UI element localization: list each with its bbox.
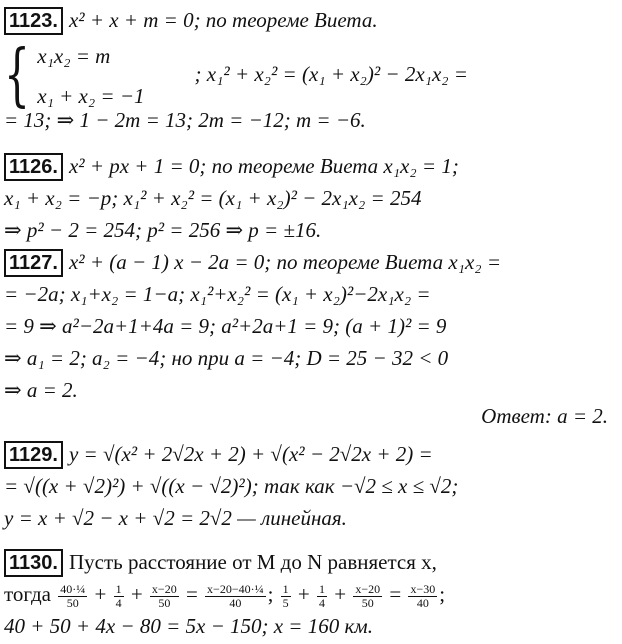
equation-text: 40 + 50 + 4x − 80 = 5x − 150; x = 160 км. bbox=[4, 614, 373, 638]
denominator: 50 bbox=[66, 595, 79, 610]
line bbox=[4, 546, 616, 578]
equation-text: = √((x + √2)²) + √((x − √2)²); так как −√2 ≤ x ≤ √2; bbox=[4, 474, 459, 498]
fraction bbox=[150, 583, 179, 610]
line bbox=[4, 246, 616, 278]
fraction bbox=[205, 583, 266, 610]
equation-text: y = x + √2 − x + √2 = 2√2 — линейная. bbox=[4, 506, 347, 530]
line bbox=[4, 438, 616, 470]
denominator: 50 bbox=[158, 595, 171, 610]
equation-text: ⇒ a₁ = 2; a₂ = −4; но при a = −4; D = 25 − 32 < 0 bbox=[4, 346, 449, 370]
problem-number: 1127. bbox=[4, 249, 63, 277]
equation-text: x² + (a − 1) x − 2a = 0; по теореме Виета x₁x₂ = bbox=[68, 250, 501, 274]
equation-text: = 9 ⇒ a²−2a+1+4a = 9; a²+2a+1 = 9; (a + 1)² = 9 bbox=[4, 314, 447, 338]
fraction bbox=[58, 583, 87, 610]
denominator: 50 bbox=[361, 595, 374, 610]
denominator: 40 bbox=[229, 595, 242, 610]
line bbox=[4, 4, 616, 36]
problem-number: 1123. bbox=[4, 7, 63, 35]
equation-text: x₁ + x₂ = −p; x₁² + x₂² = (x₁ + x₂)² − 2x₁x₂ = 254 bbox=[4, 186, 422, 210]
problem-number: 1130. bbox=[4, 549, 63, 577]
denominator: 5 bbox=[282, 595, 289, 610]
numerator: 40·¼ bbox=[60, 581, 86, 596]
system-line: x₁x₂ = m bbox=[37, 44, 111, 68]
problem-1130 bbox=[4, 546, 616, 642]
equation-text: x² + x + m = 0; по теореме Виета. bbox=[68, 8, 378, 32]
numerator: 1 bbox=[115, 581, 122, 596]
equation-text: Пусть расстояние от M до N равняется x, bbox=[68, 550, 437, 574]
problem-1127 bbox=[4, 246, 616, 406]
fraction bbox=[408, 583, 437, 610]
equation-text: = −2a; x₁+x₂ = 1−a; x₁²+x₂² = (x₁ + x₂)²−2x₁x₂ = bbox=[4, 282, 431, 306]
line: тогда $\frac{\text{40·¼}}{50}$ + $\frac{1}{4}$ + $\frac{x-20}{50}$ = $\frac{\text{x−20−40·¼}}{40}$ ; $\frac{1}{5}$ + $\frac{1}{4}$ + $\frac{x-20}{50}$ = $\frac{x-30}{40}$ ; bbox=[4, 581, 446, 610]
problem-1123 bbox=[4, 4, 616, 136]
numerator: x−30 bbox=[410, 581, 436, 596]
fraction bbox=[281, 583, 291, 610]
denominator: 40 bbox=[416, 595, 429, 610]
problem-number: 1126. bbox=[4, 153, 63, 181]
fraction bbox=[114, 583, 124, 610]
numerator: 1 bbox=[319, 581, 326, 596]
numerator: x−20 bbox=[151, 581, 177, 596]
equation-text: x² + px + 1 = 0; по теореме Виета x₁x₂ = 1; bbox=[68, 154, 459, 178]
line bbox=[4, 36, 616, 115]
problem-number: 1129. bbox=[4, 441, 63, 469]
problem-1126 bbox=[4, 150, 616, 246]
denominator: 4 bbox=[319, 595, 326, 610]
equation-text: y = √(x² + 2√2x + 2) + √(x² − 2√2x + 2) = bbox=[68, 442, 433, 466]
numerator: 1 bbox=[282, 581, 289, 596]
fraction bbox=[353, 583, 382, 610]
answer-1127: Ответ: a = 2. bbox=[481, 404, 608, 428]
problem-1129 bbox=[4, 438, 616, 534]
equation-text: = 13; ⇒ 1 − 2m = 13; 2m = −12; m = −6. bbox=[4, 108, 366, 132]
numerator: x−20 bbox=[355, 581, 381, 596]
system-line: x₁ + x₂ = −1 bbox=[37, 84, 145, 108]
equation-text: ⇒ p² − 2 = 254; p² = 256 ⇒ p = ±16. bbox=[4, 218, 322, 242]
equation-text: ; x₁² + x₂² = (x₁ + x₂)² − 2x₁x₂ = bbox=[194, 61, 468, 86]
fraction bbox=[317, 583, 327, 610]
numerator: x−20−40·¼ bbox=[207, 581, 264, 596]
line bbox=[4, 150, 616, 182]
brace-icon: { bbox=[4, 36, 30, 115]
equation-text: тогда bbox=[4, 582, 51, 606]
equation-text: ⇒ a = 2. bbox=[4, 378, 78, 402]
denominator: 4 bbox=[115, 595, 122, 610]
